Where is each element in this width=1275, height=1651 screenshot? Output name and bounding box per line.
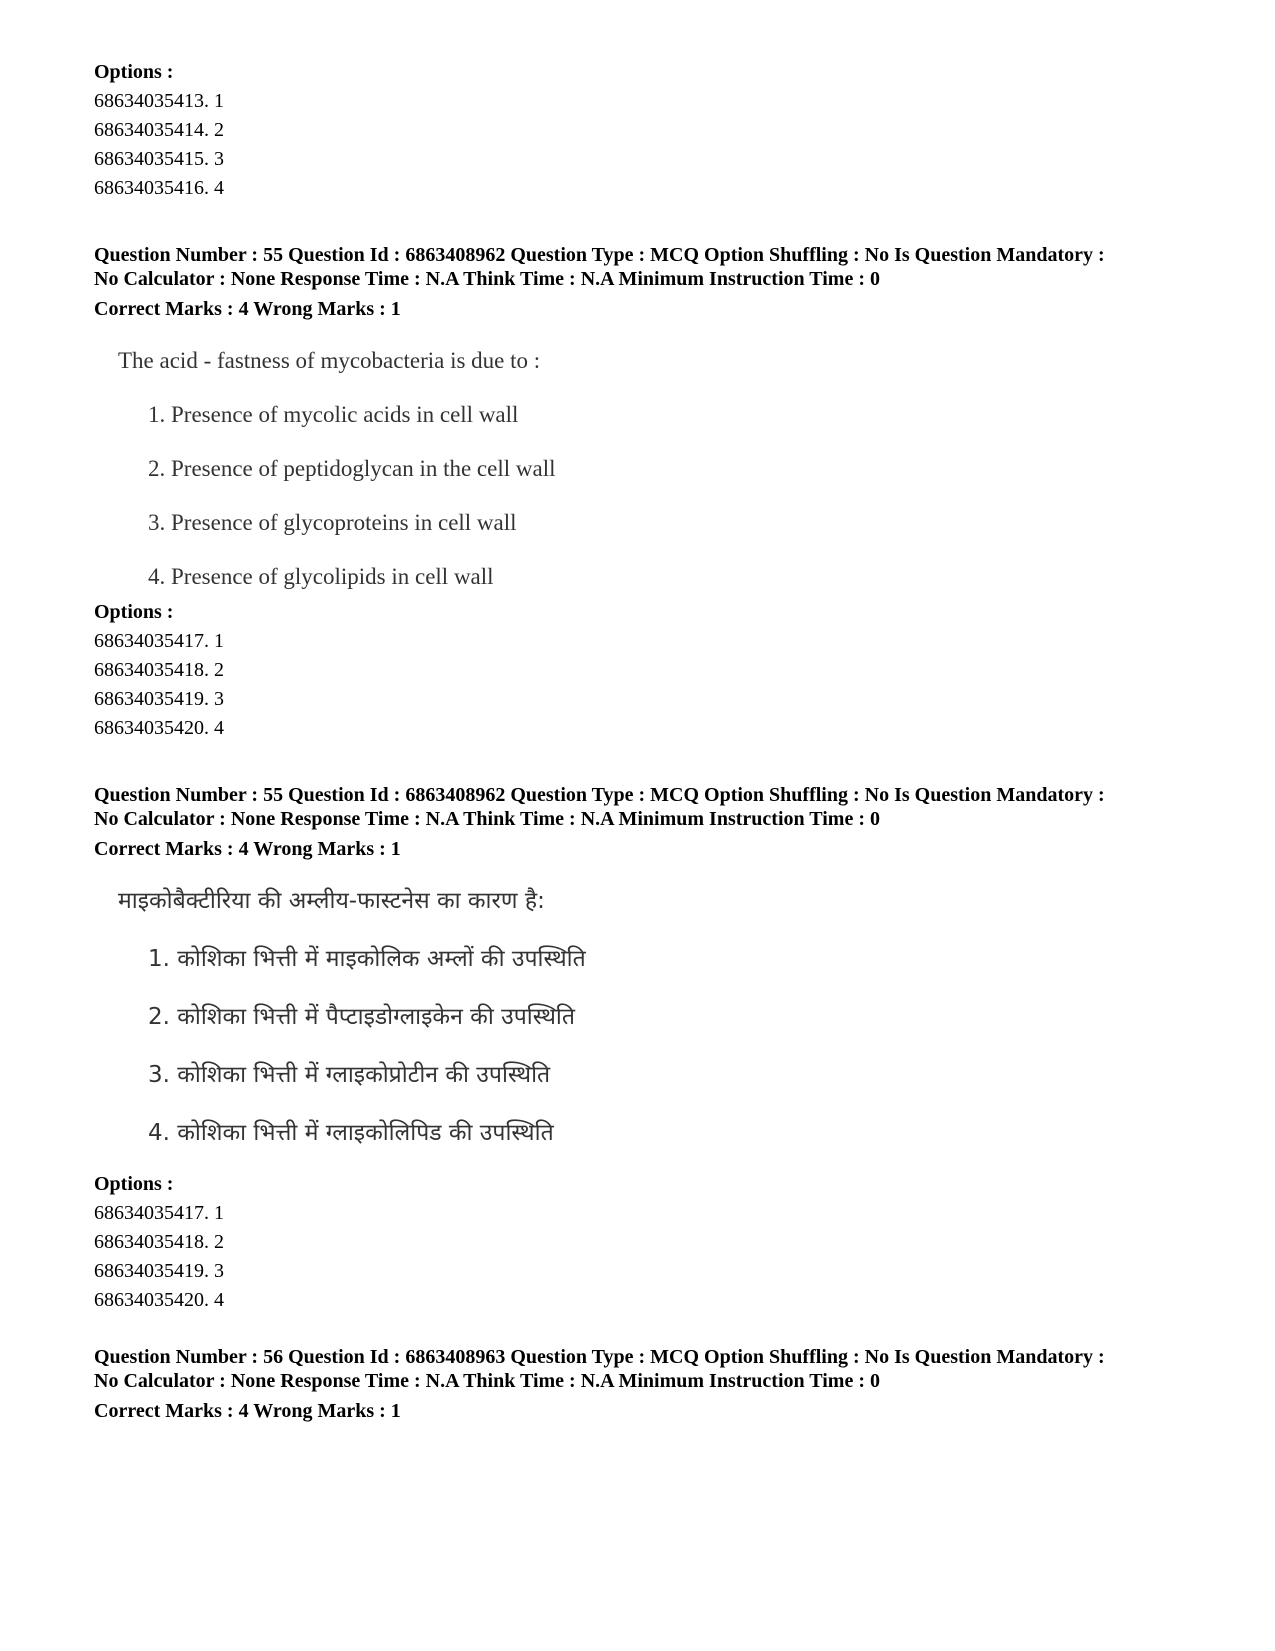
- question-meta-line: No Calculator : None Response Time : N.A Think Time : N.A Minimum Instruction Time : 0: [94, 808, 880, 830]
- question-meta-line: Question Number : 55 Question Id : 6863408962 Question Type : MCQ Option Shuffling : No Is Question Mandatory :: [94, 244, 1105, 266]
- question-choice: 3. Presence of glycoproteins in cell wall: [148, 510, 517, 535]
- question-meta-line: Question Number : 56 Question Id : 6863408963 Question Type : MCQ Option Shuffling : No Is Question Mandatory :: [94, 1346, 1105, 1368]
- options-block-55-hi: [94, 1170, 224, 1315]
- question-meta-line: No Calculator : None Response Time : N.A Think Time : N.A Minimum Instruction Time : 0: [94, 1370, 880, 1392]
- question-choice: 3. कोशिका भित्ती में ग्लाइकोप्रोटीन की उपस्थिति: [148, 1062, 551, 1088]
- options-block-55-en: [94, 598, 224, 743]
- option-item: 68634035419. 3: [94, 688, 224, 710]
- option-item: 68634035415. 3: [94, 148, 224, 170]
- question-marks: Correct Marks : 4 Wrong Marks : 1: [94, 298, 401, 320]
- option-item: 68634035420. 4: [94, 1289, 224, 1311]
- question-marks: Correct Marks : 4 Wrong Marks : 1: [94, 838, 401, 860]
- question-meta-line: No Calculator : None Response Time : N.A Think Time : N.A Minimum Instruction Time : 0: [94, 268, 880, 290]
- options-heading: Options :: [94, 601, 174, 623]
- question-meta-56: [94, 1345, 1214, 1426]
- question-meta-55-hi: [94, 783, 1214, 864]
- question-meta-line: Question Number : 55 Question Id : 6863408962 Question Type : MCQ Option Shuffling : No Is Question Mandatory :: [94, 784, 1105, 806]
- option-item: 68634035418. 2: [94, 1231, 224, 1253]
- options-block-top: [94, 58, 224, 203]
- option-item: 68634035416. 4: [94, 177, 224, 199]
- option-item: 68634035417. 1: [94, 1202, 224, 1224]
- question-choice: 2. कोशिका भित्ती में पैप्टाइडोग्लाइकेन की उपस्थिति: [148, 1004, 575, 1030]
- options-heading: Options :: [94, 61, 174, 83]
- question-choice: 1. Presence of mycolic acids in cell wall: [148, 402, 519, 427]
- option-item: 68634035420. 4: [94, 717, 224, 739]
- question-meta-55-en: [94, 243, 1214, 324]
- question-choice: 4. Presence of glycolipids in cell wall: [148, 564, 494, 589]
- option-item: 68634035413. 1: [94, 90, 224, 112]
- options-heading: Options :: [94, 1173, 174, 1195]
- option-item: 68634035419. 3: [94, 1260, 224, 1282]
- question-stem: The acid - fastness of mycobacteria is due to :: [118, 348, 541, 373]
- question-stem: माइकोबैक्टीरिया की अम्लीय-फास्टनेस का कारण है:: [118, 888, 545, 914]
- option-item: 68634035417. 1: [94, 630, 224, 652]
- question-choice: 2. Presence of peptidoglycan in the cell wall: [148, 456, 556, 481]
- option-item: 68634035418. 2: [94, 659, 224, 681]
- question-choice: 4. कोशिका भित्ती में ग्लाइकोलिपिड की उपस्थिति: [148, 1120, 554, 1146]
- option-item: 68634035414. 2: [94, 119, 224, 141]
- question-choice: 1. कोशिका भित्ती में माइकोलिक अम्लों की उपस्थिति: [148, 946, 586, 972]
- question-body-55-en: [118, 346, 555, 592]
- question-body-55-hi: [118, 884, 586, 1150]
- question-marks: Correct Marks : 4 Wrong Marks : 1: [94, 1400, 401, 1422]
